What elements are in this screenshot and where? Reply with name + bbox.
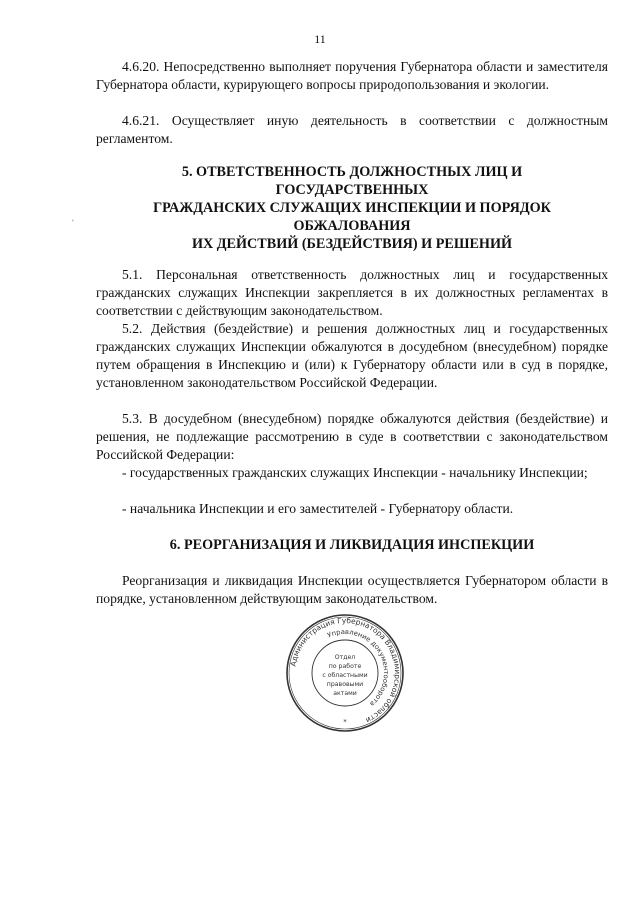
paragraph-text: - начальника Инспекции и его заместителей - Губернатору области. (122, 501, 514, 516)
heading-line: ГРАЖДАНСКИХ СЛУЖАЩИХ ИНСПЕКЦИИ И ПОРЯДОК (153, 200, 551, 216)
paragraph-text: Реорганизация и ликвидация Инспекции осуществляется Губернатором области в порядке, установленном действующим законодательством. (96, 573, 608, 606)
stamp-inner-text: Управление документооборота (326, 627, 391, 708)
paragraph-text: - государственных гражданских служащих Инспекции - начальнику Инспекции; (122, 465, 588, 480)
paragraph-text: 4.6.21. Осуществляет иную деятельность в соответствии с должностным регламентом. (96, 113, 608, 146)
paragraph-5-3 (96, 410, 608, 464)
paragraph-5-3-item-1 (96, 464, 608, 482)
svg-text:*: * (343, 718, 347, 726)
paragraph-5-2 (96, 320, 608, 392)
stamp-center-line: Отдел (334, 654, 356, 661)
heading-line: ОБЖАЛОВАНИЯ (293, 218, 411, 234)
paragraph-6 (96, 572, 608, 608)
stamp-outer-text: Администрация Губернатора Владимирской области (288, 615, 403, 726)
heading-line: 6. РЕОРГАНИЗАЦИЯ И ЛИКВИДАЦИЯ ИНСПЕКЦИИ (169, 537, 535, 553)
paragraph-5-1 (96, 266, 608, 320)
stamp-center-line: по работе (328, 663, 362, 670)
stamp-seal-icon (284, 612, 406, 734)
section-6-heading (96, 536, 608, 554)
heading-line: 5. ОТВЕТСТВЕННОСТЬ ДОЛЖНОСТНЫХ ЛИЦ И (181, 164, 523, 180)
margin-mark: ′ (72, 218, 74, 228)
official-stamp (284, 612, 406, 734)
page-number: 11 (314, 32, 326, 46)
paragraph-text: 4.6.20. Непосредственно выполняет поручения Губернатора области и заместителя Губернатора области, курирующего вопросы природопользования и экологии. (96, 59, 608, 92)
paragraph-4-6-20 (96, 58, 608, 94)
heading-line: ИХ ДЕЙСТВИЙ (БЕЗДЕЙСТВИЯ) И РЕШЕНИЙ (191, 236, 513, 252)
stamp-center-line: с областными (322, 672, 368, 679)
paragraph-text: 5.3. В досудебном (внесудебном) порядке обжалуются действия (бездействие) и решения, не подлежащие рассмотрению в суде в соответствии с законодательством Российской Федерации: (96, 411, 608, 462)
heading-line: ГОСУДАРСТВЕННЫХ (275, 182, 429, 198)
paragraph-text: 5.1. Персональная ответственность должностных лиц и государственных гражданских служащих Инспекции закрепляется в их должностных регламентах в соответствии с действующим законодательством. (96, 267, 608, 318)
paragraph-4-6-21 (96, 112, 608, 148)
stamp-center-line: правовыми (326, 681, 364, 688)
section-5-heading (96, 163, 608, 253)
paragraph-text: 5.2. Действия (бездействие) и решения должностных лиц и государственных гражданских служащих Инспекции обжалуются в досудебном (внесудебном) порядке путем обращения в Инспекцию и (или) к Губернатору области или в суд в порядке, установленном законодательством Российской Федерации. (96, 321, 608, 390)
paragraph-5-3-item-2 (96, 500, 608, 518)
stamp-center-line: актами (333, 690, 357, 697)
